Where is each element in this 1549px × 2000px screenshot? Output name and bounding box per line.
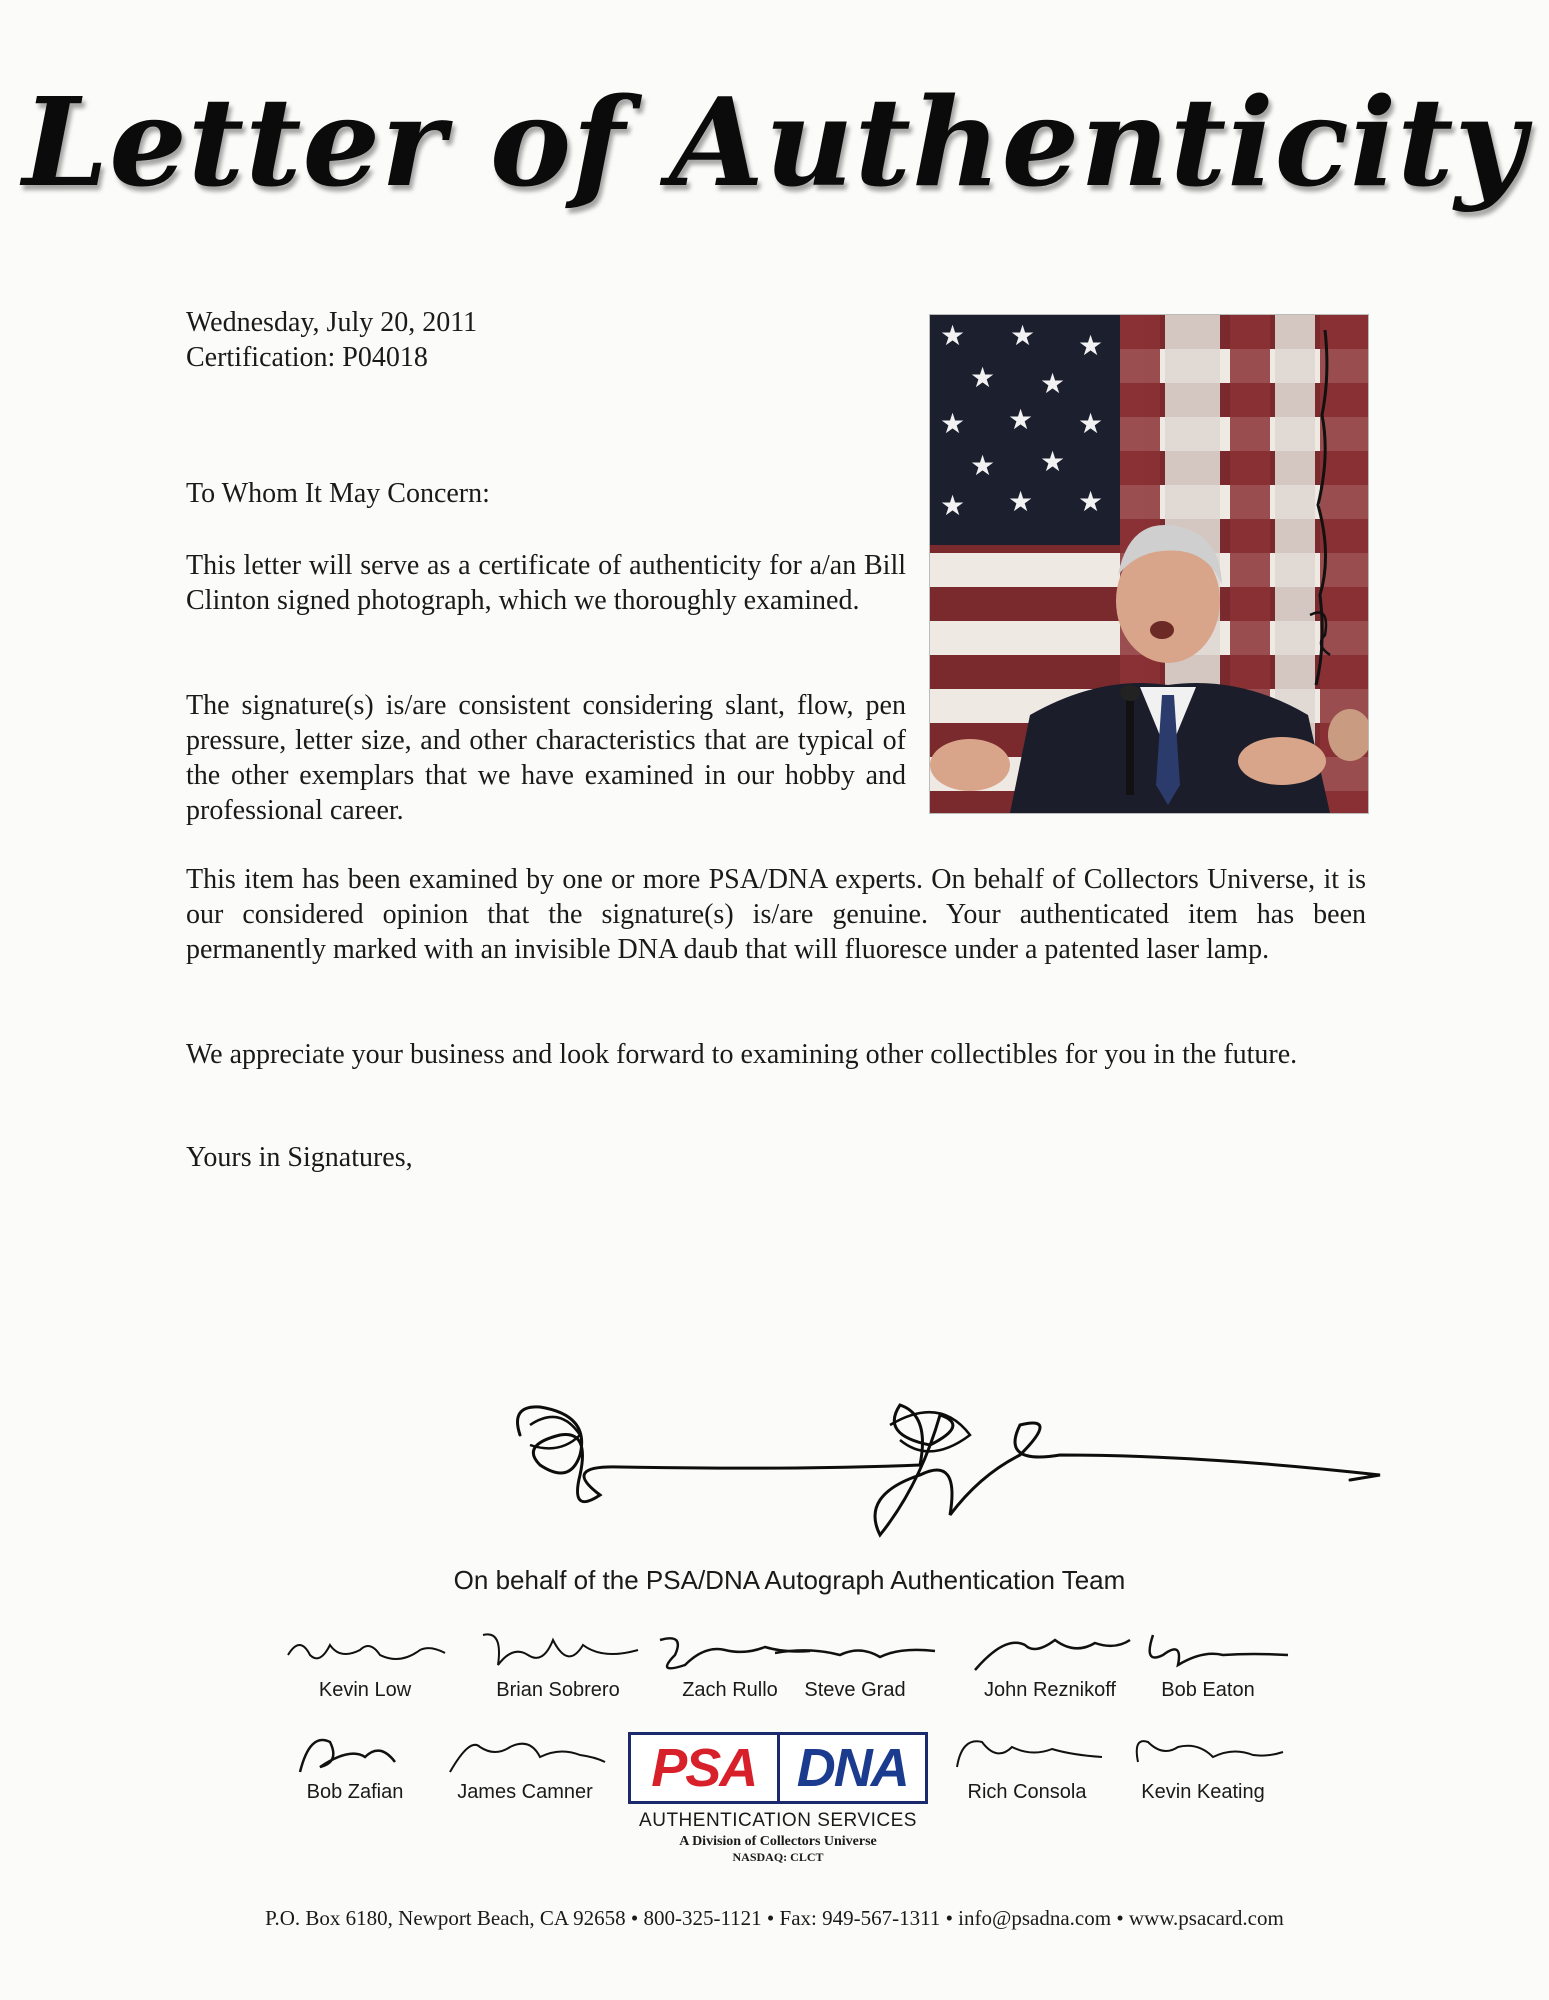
- signature-image: [280, 1625, 450, 1677]
- certification-number: Certification: P04018: [186, 342, 428, 373]
- signature-image: [473, 1625, 643, 1677]
- svg-text:★: ★: [1078, 329, 1104, 362]
- staff-signature: [937, 1727, 1117, 1804]
- svg-text:★: ★: [1008, 403, 1034, 436]
- signature-image: [440, 1727, 610, 1779]
- main-signature: [500, 1395, 1390, 1545]
- staff-name: Bob Eaton: [1161, 1679, 1255, 1701]
- contact-footer: P.O. Box 6180, Newport Beach, CA 92658 • 800-325-1121 • Fax: 949-567-1311 • info@psadna.com • www.psacard.com: [265, 1906, 1284, 1930]
- staff-name: Zach Rullo: [682, 1679, 778, 1701]
- svg-text:★: ★: [940, 319, 966, 352]
- authentication-team-line: On behalf of the PSA/DNA Autograph Authentication Team: [453, 1565, 1126, 1595]
- paragraph-3: This item has been examined by one or more PSA/DNA experts. On behalf of Collectors Universe, it is our considered opinion that the signature(s) is/are genuine. Your authenticated item has been permanently marked with an invisible DNA daub that will fluoresce under a patented laser lamp.: [186, 864, 1366, 965]
- svg-text:★: ★: [1010, 319, 1036, 352]
- staff-name: John Reznikoff: [984, 1679, 1116, 1701]
- logo-services: AUTHENTICATION SERVICES: [639, 1810, 917, 1831]
- signature-image: [1123, 1625, 1293, 1677]
- paragraph-4: We appreciate your business and look forward to examining other collectibles for you in the future.: [186, 1039, 1298, 1070]
- staff-signature: [265, 1727, 445, 1804]
- svg-text:★: ★: [940, 489, 966, 522]
- staff-signature: [960, 1625, 1140, 1702]
- staff-signature: [275, 1625, 455, 1702]
- svg-text:★: ★: [970, 449, 996, 482]
- logo-nasdaq: NASDAQ: CLCT: [732, 1850, 824, 1864]
- signed-photograph: [929, 314, 1369, 814]
- signature-image: [942, 1727, 1112, 1779]
- logo-dna: DNA: [777, 1735, 926, 1801]
- paragraph-1: This letter will serve as a certificate of authenticity for a/an Bill Clinton signed photograph, which we thoroughly examined.: [186, 550, 906, 616]
- staff-name: Kevin Low: [318, 1679, 412, 1701]
- signature-image: [1118, 1727, 1288, 1779]
- svg-text:★: ★: [1078, 407, 1104, 440]
- photo-image: [930, 315, 1368, 813]
- logo-division: A Division of Collectors Universe: [679, 1834, 877, 1849]
- svg-text:★: ★: [1040, 445, 1066, 478]
- staff-name: Bob Zafian: [306, 1781, 404, 1803]
- letter-meta: [186, 305, 477, 375]
- signature-image: [770, 1625, 940, 1677]
- letter-title: Letter of Authenticity: [22, 70, 1527, 214]
- staff-name: Steve Grad: [804, 1679, 906, 1701]
- logo-mark: [628, 1732, 928, 1804]
- svg-text:★: ★: [1040, 367, 1066, 400]
- svg-text:★: ★: [1008, 485, 1034, 518]
- staff-signature: [765, 1625, 945, 1702]
- staff-name: James Camner: [457, 1781, 593, 1803]
- staff-name: Kevin Keating: [1141, 1781, 1265, 1803]
- closing: Yours in Signatures,: [186, 1142, 413, 1173]
- psa-dna-logo: [618, 1732, 938, 1865]
- staff-signature: [435, 1727, 615, 1804]
- svg-text:★: ★: [1078, 485, 1104, 518]
- salutation: To Whom It May Concern:: [186, 478, 490, 509]
- svg-text:★: ★: [940, 407, 966, 440]
- svg-text:★: ★: [970, 361, 996, 394]
- staff-signature: [1118, 1625, 1298, 1702]
- letter-date: Wednesday, July 20, 2011: [186, 307, 478, 338]
- signature-image: [270, 1727, 440, 1779]
- staff-signature: [1113, 1727, 1293, 1804]
- staff-signature: [468, 1625, 648, 1702]
- staff-name: Brian Sobrero: [496, 1679, 620, 1701]
- signature-image: [965, 1625, 1135, 1677]
- logo-psa: PSA: [651, 1738, 757, 1798]
- paragraph-2: The signature(s) is/are consistent considering slant, flow, pen pressure, letter size, and other characteristics that are typical of the other exemplars that we have examined in our hobby and professional career.: [186, 690, 906, 826]
- staff-name: Rich Consola: [967, 1781, 1087, 1803]
